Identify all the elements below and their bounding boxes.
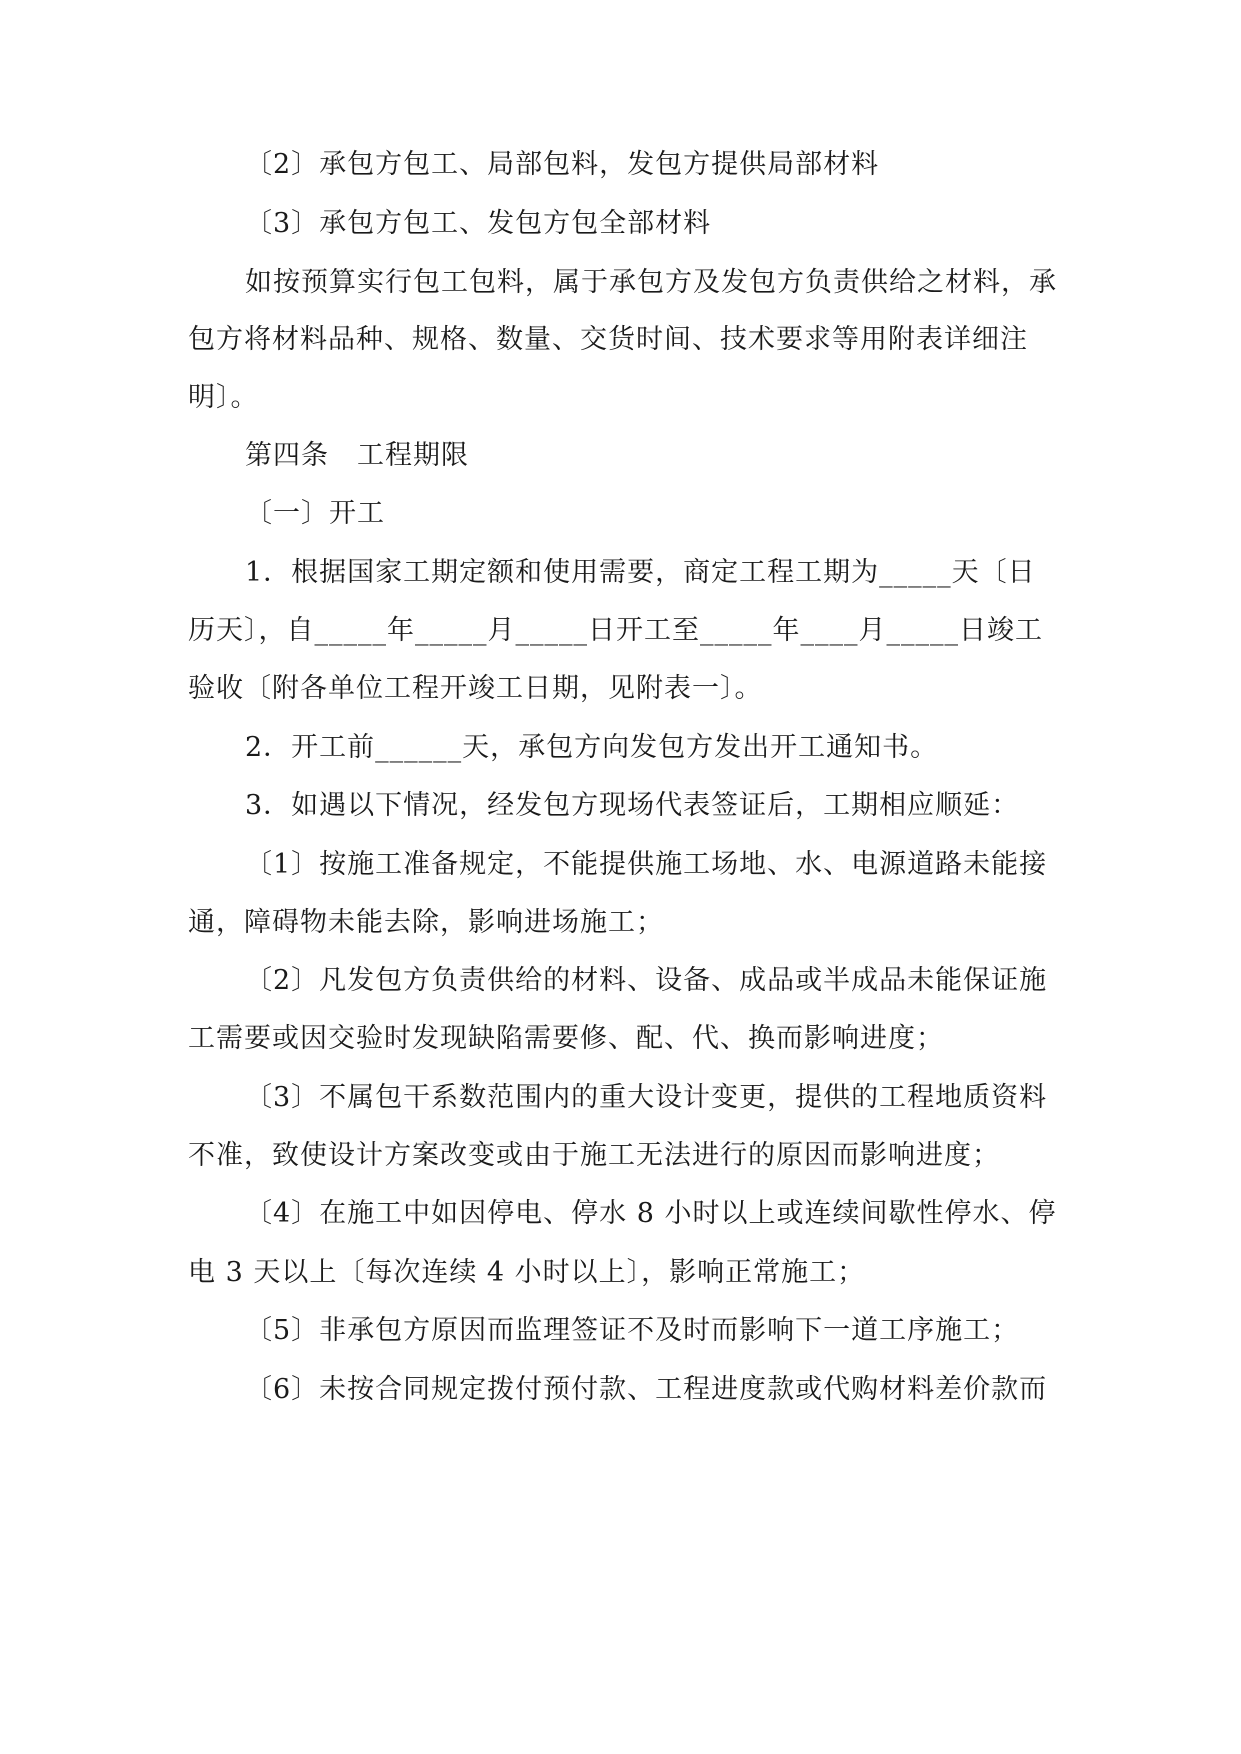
- paragraph-line: 包方将材料品种、规格、数量、交货时间、技术要求等用附表详细注: [188, 324, 1028, 355]
- paragraph-line: 〔6〕未按合同规定拨付预付款、工程进度款或代购材料差价款而: [245, 1374, 1048, 1405]
- paragraph-line: 工需要或因交验时发现缺陷需要修、配、代、换而影响进度；: [188, 1023, 944, 1054]
- paragraph-line: 1．根据国家工期定额和使用需要，商定工程工期为_____天〔日: [245, 557, 1036, 588]
- section-heading: 第四条 工程期限: [245, 440, 469, 471]
- paragraph-line: 如按预算实行包工包料，属于承包方及发包方负责供给之材料，承: [245, 267, 1057, 298]
- paragraph-line: 〔3〕不属包干系数范围内的重大设计变更，提供的工程地质资料: [245, 1082, 1048, 1113]
- paragraph-line: 〔4〕在施工中如因停电、停水 8 小时以上或连续间歇性停水、停: [245, 1198, 1057, 1229]
- paragraph-line: 3．如遇以下情况，经发包方现场代表签证后，工期相应顺延：: [245, 790, 1020, 821]
- paragraph-line: 2．开工前______天，承包方向发包方发出开工通知书。: [245, 732, 939, 763]
- paragraph-line: 通，障碍物未能去除，影响进场施工；: [188, 907, 664, 938]
- subsection-heading: 〔一〕开工: [245, 498, 385, 529]
- paragraph-line: 〔5〕非承包方原因而监理签证不及时而影响下一道工序施工；: [245, 1315, 1020, 1346]
- paragraph-line: 〔2〕凡发包方负责供给的材料、设备、成品或半成品未能保证施: [245, 965, 1048, 996]
- paragraph-line: 电 3 天以上〔每次连续 4 小时以上〕，影响正常施工；: [188, 1257, 866, 1288]
- paragraph-line: 历天〕，自_____年_____月_____日开工至_____年____月_____日竣工: [188, 615, 1043, 646]
- paragraph-line: 不准，致使设计方案改变或由于施工无法进行的原因而影响进度；: [188, 1140, 1000, 1171]
- paragraph-line: 〔2〕承包方包工、局部包料，发包方提供局部材料: [245, 149, 880, 180]
- paragraph-line: 明〕。: [188, 382, 259, 413]
- paragraph-line: 〔3〕承包方包工、发包方包全部材料: [245, 208, 712, 239]
- paragraph-line: 〔1〕按施工准备规定，不能提供施工场地、水、电源道路未能接: [245, 849, 1048, 880]
- paragraph-line: 验收〔附各单位工程开竣工日期，见附表一〕。: [188, 673, 763, 704]
